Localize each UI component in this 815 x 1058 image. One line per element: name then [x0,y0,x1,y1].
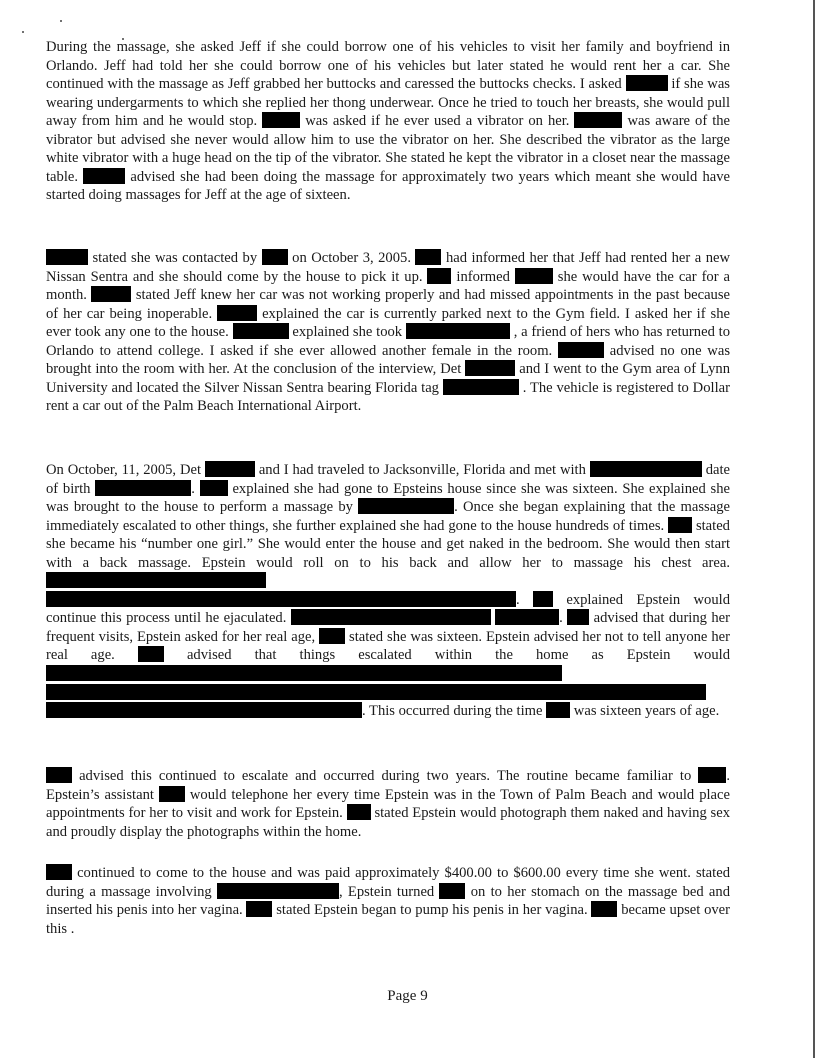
scan-speck [22,31,24,33]
page-number: Page 9 [387,988,428,1004]
text-run: . [516,591,520,608]
redaction-box [246,901,272,917]
redaction-box [83,168,125,184]
paragraph-3 [46,461,730,721]
text-run: advised that things escalated within the home as Epstein would [186,647,730,664]
redaction-box [415,249,441,265]
redaction-box [46,249,88,265]
text-run: stated during a massage involving [46,865,730,900]
text-run: . This occurred during the time [362,703,543,720]
text-run: explained she had gone to Epsteins house since she was sixteen. She explained she was brought to the house to perform a massage by [46,480,730,516]
text-run: stated she became his “number one girl.” She would enter the house and get naked in the bedroom. She would then start with a back massage. Epstein would roll on to his back and allow her to massage his chest area. [46,517,730,571]
paragraph-2 [46,249,730,416]
text-run: advised this continued to escalate and occurred during two years. The routine became familiar to [79,768,692,784]
text-run: explained the car is currently parked next to the Gym field. I asked her if she ever took any one to the house. [46,305,730,341]
text-run: stated Jeff knew her car was not working properly and had missed appointments in the past because of her car being inoperable. [46,287,730,322]
text-run: , a friend of hers who has returned to Orlando to attend college. I asked if she ever allowed another female in the room. [46,324,731,359]
redaction-box [46,572,266,588]
redaction-box [138,646,164,662]
paragraph-4 [46,767,730,841]
text-run: was sixteen years of age. [573,703,720,720]
text-run: if she was wearing undergarments to which she replied her thong underwear. Once he tried to touch her breasts, she would pull away from him and he would stop. [46,76,730,130]
redaction-box [233,323,289,339]
text-run: date of birth [46,462,731,497]
redaction-box [590,461,702,477]
redaction-box [465,360,515,376]
text-run: . Once she began explaining that the massage immediately escalated to other things, she further explained she had gone to the house hundreds of times. [46,499,730,534]
text-run: informed [456,268,510,285]
text-run: . [559,610,563,627]
text-run: advised that during her frequent visits, Epstein asked for her real age, [46,610,730,645]
text-run: stated Epstein would photograph them naked and having sex and proudly display the photographs within the home. [46,805,731,840]
redaction-box [319,628,345,644]
redaction-box [217,883,339,899]
redaction-box [574,112,622,128]
text-run: During the massage, she asked Jeff if she could borrow one of his vehicles to visit her family and boyfriend in Orlando. Jeff had told her she could borrow one of his vehicles but later stated he would rent her a car. She continued with the massage as Jeff grabbed her buttocks and caressed the buttocks checks. I asked [46,39,730,93]
text-run: would telephone her every time Epstein was in the Town of Palm Beach and would place appointments for her to visit and work for Epstein. [46,786,730,822]
redaction-box [533,591,553,607]
redaction-box [439,883,465,899]
redaction-box [262,112,300,128]
text-run: explained Epstein would continue this process until he ejaculated. [46,591,730,627]
text-run: was asked if he ever used a vibrator on her. [305,113,570,130]
text-run: advised no one was brought into the room with her. At the conclusion of the interview, Det [46,342,731,378]
text-run: stated she was sixteen. Epstein advised her not to tell anyone her real age. [46,628,730,664]
redaction-box [443,379,519,395]
text-run: stated she was contacted by [92,250,258,266]
redaction-box [591,901,617,917]
redaction-box [427,268,451,284]
text-run: was aware of the vibrator but advised she never would allow him to use the vibrator on her. She described the vibrator as the large white vibrator with a huge head on the tip of the vibrator. She stated he kept the vibrator in a closet near the massage table. [46,113,731,185]
redaction-box [291,609,491,625]
redaction-box [46,864,72,880]
redaction-box [406,323,510,339]
redaction-box [626,75,668,91]
redaction-box [495,609,559,625]
text-run: , Epstein turned [339,883,435,900]
scan-speck [60,20,62,22]
redaction-box [558,342,604,358]
redaction-box [546,702,570,718]
text-run: became upset over this . [46,902,731,937]
text-run: continued to come to the house and was paid approximately $400.00 to $600.00 every time she went. [77,865,691,881]
redaction-box [46,767,72,783]
redaction-box [698,767,726,783]
redaction-box [200,480,228,496]
text-run: On October, 11, 2005, Det [46,462,202,478]
text-run: advised she had been doing the massage for approximately two years which meant she would have started doing massages for Jeff at the age of sixteen. [46,168,730,204]
redaction-box [567,609,589,625]
paragraph-1 [46,38,730,205]
redaction-box [46,591,516,607]
redaction-box [668,517,692,533]
redaction-box [91,286,131,302]
redaction-box [46,665,562,681]
redaction-box [95,480,191,496]
text-run: had informed her that Jeff had rented her a new Nissan Sentra and she should come by the house to pick it up. [46,250,731,285]
redaction-box [347,804,371,820]
redaction-box [159,786,185,802]
redaction-box [217,305,257,321]
text-run: explained she took [292,324,403,341]
text-run: and I went to the Gym area of Lynn University and located the Silver Nissan Sentra bearing Florida tag [46,361,731,396]
text-run: on to her stomach on the massage bed and inserted his penis into her vagina. [46,883,730,919]
text-run: stated Epstein began to pump his penis in her vagina. [276,902,588,919]
text-run: and I had traveled to Jacksonville, Florida and met with [258,462,586,478]
redaction-box [358,498,454,514]
redaction-box [205,461,255,477]
text-run: . The vehicle is registered to Dollar rent a car out of the Palm Beach International Airport. [46,379,730,415]
redaction-box [46,702,362,718]
redaction-box [515,268,553,284]
redaction-box [262,249,288,265]
paragraph-5 [46,864,730,938]
text-run: she would have the car for a month. [46,268,730,304]
text-run: . [191,480,195,497]
text-run: . Epstein’s assistant [46,768,730,803]
text-run: on October 3, 2005. [292,250,411,266]
redaction-box [46,684,706,700]
